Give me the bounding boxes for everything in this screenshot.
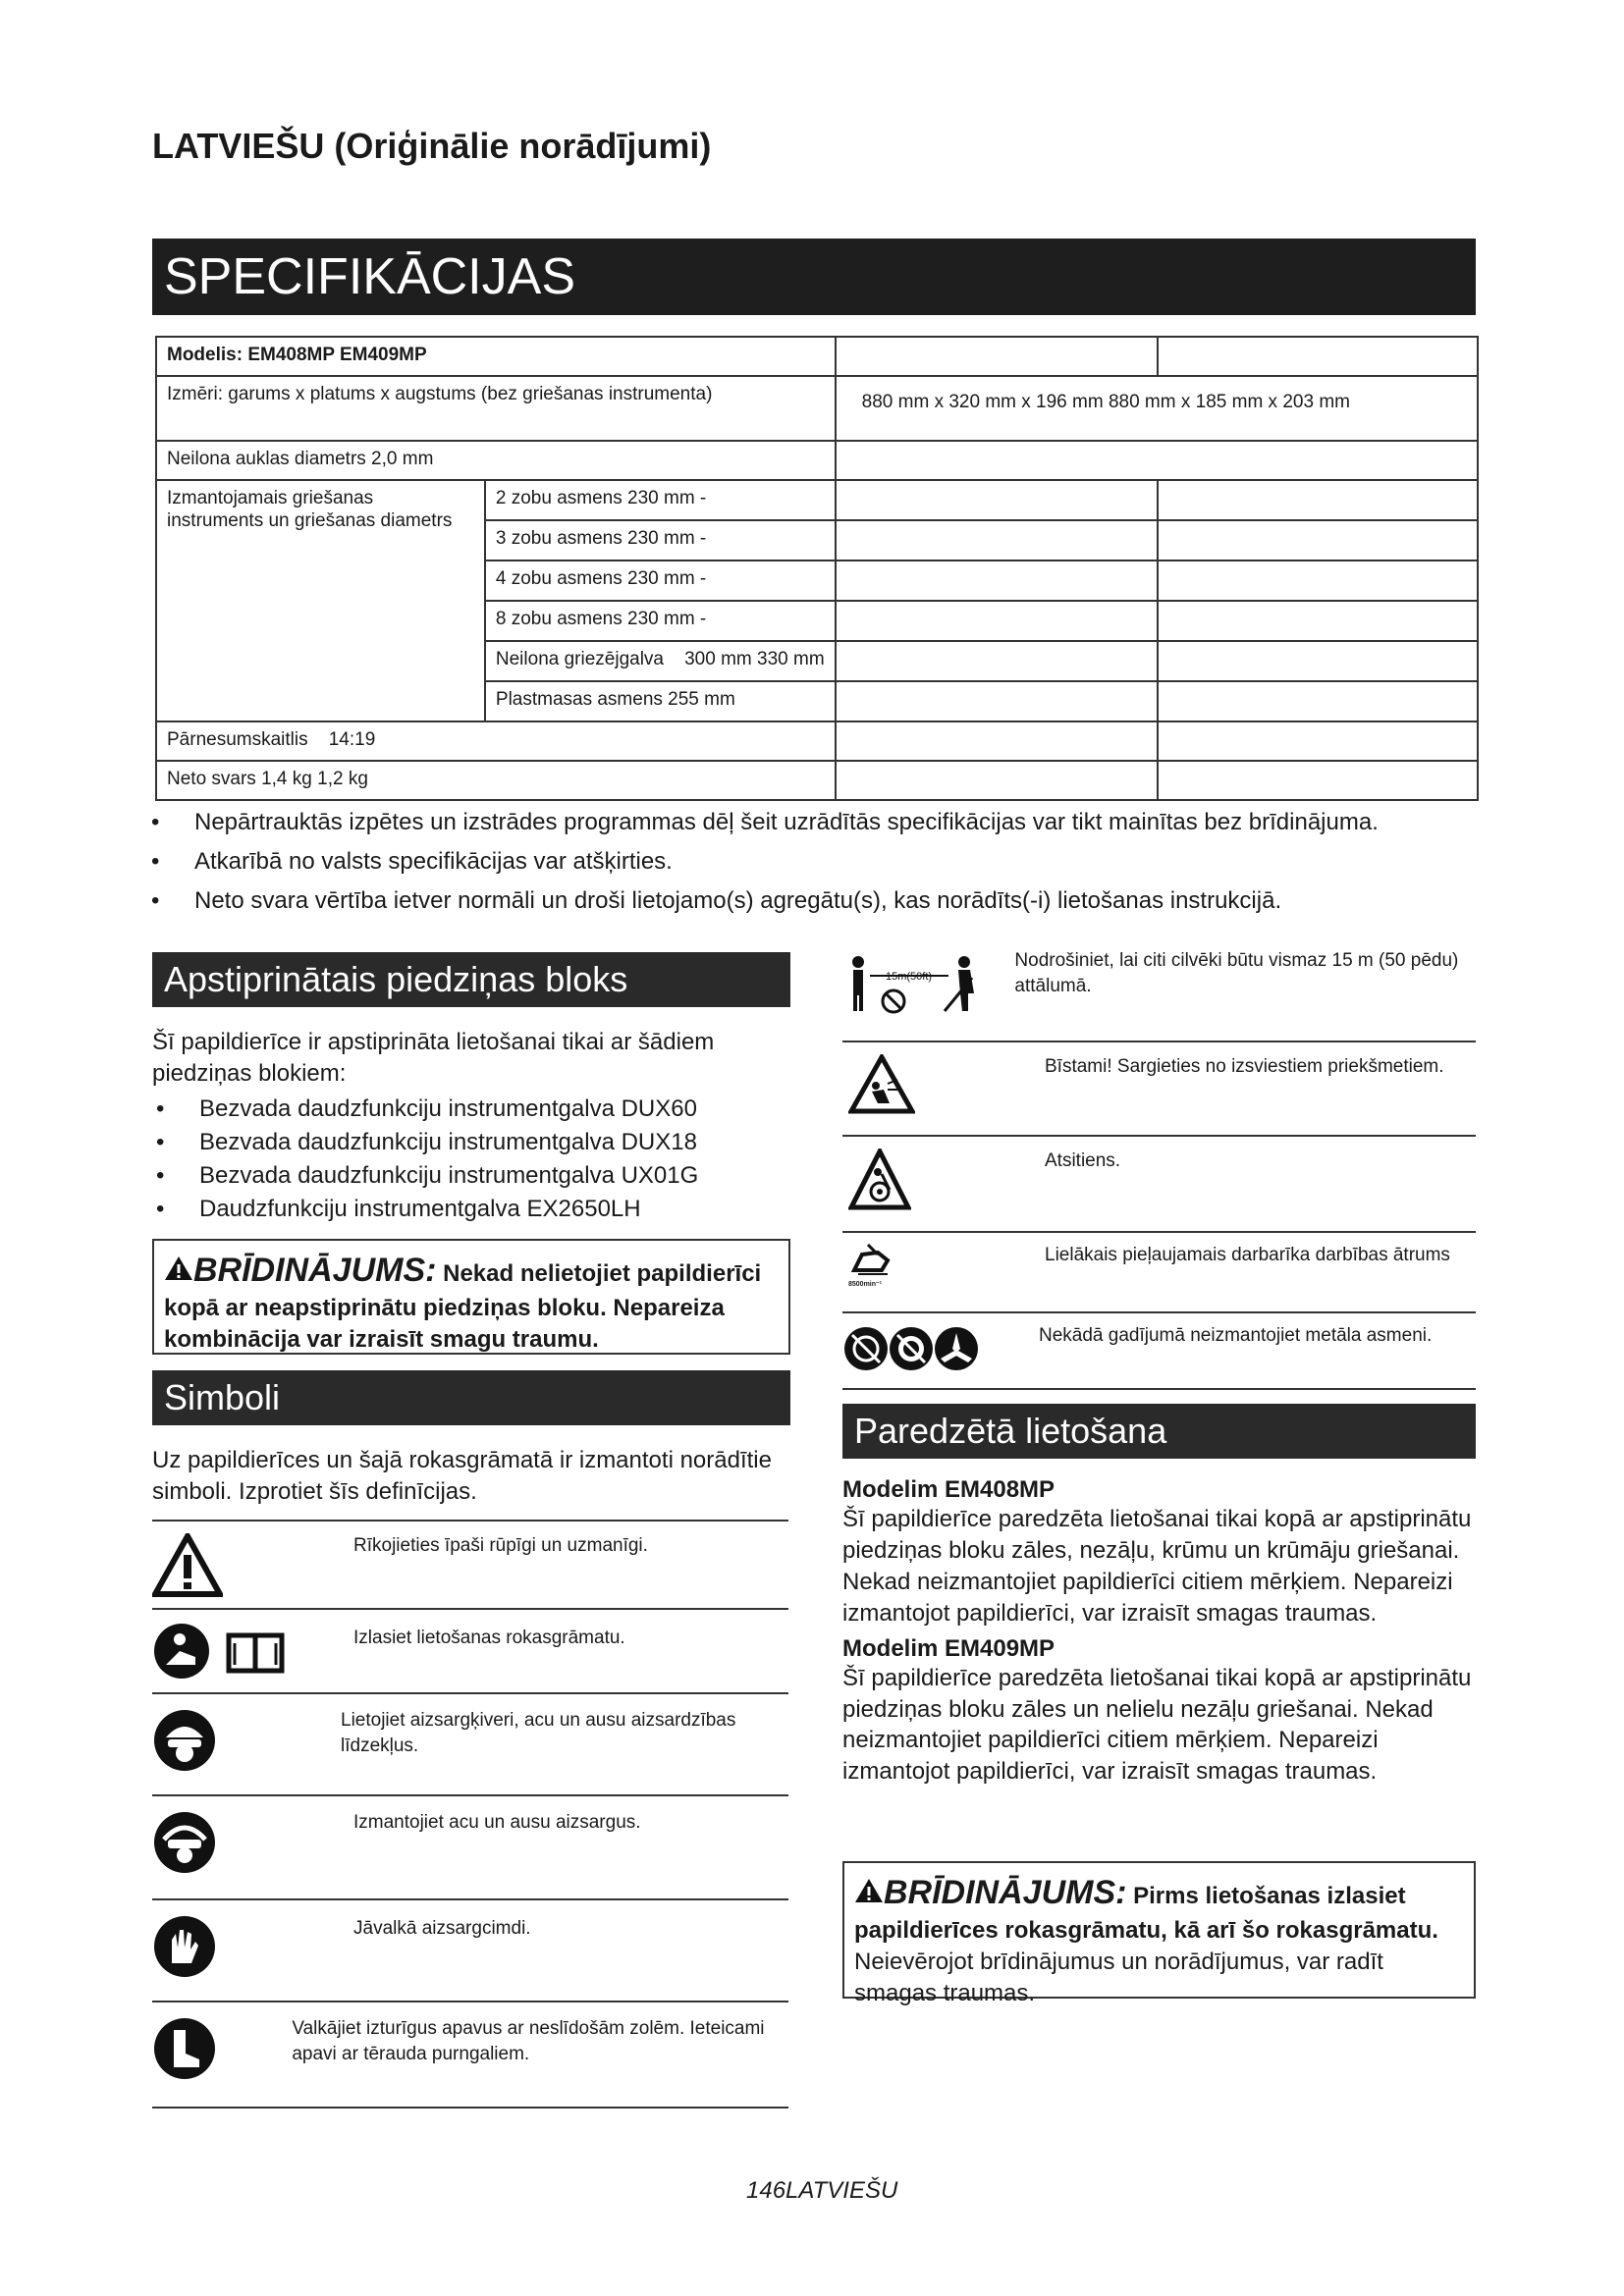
- spec-model-cell: Modelis: EM408MP EM409MP: [156, 337, 836, 376]
- spec-empty-cell: [1158, 337, 1478, 376]
- spec-empty-cell: [836, 761, 1158, 800]
- symbols-banner: Simboli: [152, 1370, 790, 1425]
- keep-distance-icon: [842, 948, 1014, 1019]
- warning-word: BRĪDINĀJUMS:: [193, 1252, 437, 1289]
- warning-text: Nekad nelietojiet papildierīci kopā ar neapstiprinātu piedziņas bloku. Nepareiza kombinācija var izraisīt smagu traumu.: [164, 1260, 762, 1354]
- spec-empty-cell: [836, 561, 1158, 601]
- max-speed-icon: [842, 1233, 1045, 1288]
- approved-banner: Apstiprinātais piedziņas bloks: [152, 952, 790, 1007]
- spec-tool-cell: 8 zobu asmens 230 mm -: [485, 601, 836, 641]
- approved-list: [152, 1094, 790, 1227]
- warning-triangle-icon: [152, 1522, 353, 1598]
- spec-empty-cell: [1158, 520, 1478, 561]
- symbol-text: Valkājiet izturīgus apavus ar neslīdošām zolēm. Ieteicami apavi ar tērauda purngaliem.: [292, 2018, 765, 2064]
- symbol-text: Atsitiens.: [1045, 1150, 1121, 1171]
- symbol-row: [152, 2001, 788, 2109]
- warning-word: BRĪDINĀJUMS:: [884, 1874, 1127, 1911]
- spec-empty-cell: [1158, 561, 1478, 601]
- kickback-icon: [842, 1137, 1045, 1211]
- spec-dims-values: 880 mm x 320 mm x 196 mm 880 mm x 185 mm x 203 mm: [836, 376, 1478, 441]
- symbol-text: Lielākais pieļaujamais darbarīka darbības ātrums: [1045, 1245, 1450, 1265]
- spec-empty-cell: [1158, 641, 1478, 681]
- spec-empty-cell: [1158, 721, 1478, 761]
- no-metal-blade-icon: [842, 1313, 1039, 1374]
- spec-empty-cell: [836, 681, 1158, 721]
- symbols-intro: Uz papildierīces un šajā rokasgrāmatā ir izmantoti norādītie simboli. Izprotiet šīs definīcijas.: [152, 1447, 772, 1505]
- warning-sign-icon: [854, 1883, 884, 1909]
- spec-empty-cell: [1158, 681, 1478, 721]
- spec-nylon-cell: Neilona auklas diametrs 2,0 mm: [156, 441, 836, 480]
- intended-banner: Paredzētā lietošana: [842, 1404, 1476, 1459]
- approved-warning-box: [152, 1239, 790, 1355]
- intended-warning-box: [842, 1861, 1476, 2007]
- eye-ear-protection-icon: [152, 1796, 353, 1875]
- read-manual-icon: [152, 1610, 353, 1681]
- spec-note: • Neto svara vērtība ietver normāli un droši lietojamo(s) agregātu(s), kas norādīts(-i) lietošanas instrukcijā.: [147, 885, 1483, 917]
- approved-item: • Daudzfunkciju instrumentgalva EX2650LH: [152, 1194, 790, 1225]
- spec-empty-cell: [836, 641, 1158, 681]
- symbol-row: [842, 1231, 1476, 1311]
- speed-caption: 8500min⁻¹: [848, 1281, 883, 1288]
- spec-note: • Atkarībā no valsts specifikācijas var atšķirties.: [147, 846, 1483, 878]
- spec-empty-cell: [836, 721, 1158, 761]
- gloves-icon: [152, 1900, 353, 1979]
- spec-table: [155, 336, 1479, 801]
- symbol-row: [152, 1898, 788, 2001]
- symbol-row: [842, 1311, 1476, 1390]
- symbol-text: Jāvalkā aizsargcimdi.: [353, 1918, 531, 1939]
- symbol-text: Izmantojiet acu un ausu aizsargus.: [353, 1812, 641, 1833]
- spec-empty-cell: [1158, 761, 1478, 800]
- symbol-text: Nekādā gadījumā neizmantojiet metāla asmeni.: [1039, 1325, 1433, 1346]
- symbols-right-table: [842, 948, 1476, 1390]
- spec-banner: SPECIFIKĀCIJAS: [152, 239, 1476, 315]
- symbol-text: Bīstami! Sargieties no izsviestiem priekšmetiem.: [1045, 1056, 1444, 1077]
- symbol-row: [842, 1041, 1476, 1135]
- intended-use-section: [842, 1476, 1476, 1788]
- warning-text: Neievērojot brīdinājumus un norādījumus, var radīt smagas traumas.: [854, 1949, 1383, 2007]
- spec-empty-cell: [836, 337, 1158, 376]
- symbol-row: [842, 948, 1476, 1041]
- spec-weight-cell: Neto svars 1,4 kg 1,2 kg: [156, 761, 836, 800]
- warning-bold-text: Pirms lietošanas izlasiet papildierīces rokasgrāmatu, kā arī šo rokasgrāmatu.: [854, 1883, 1438, 1945]
- distance-caption: 15m(50ft): [886, 971, 933, 983]
- spec-empty-cell: [1158, 480, 1478, 520]
- symbol-text: Lietojiet aizsargķiveri, acu un ausu aizsardzības līdzekļus.: [341, 1710, 736, 1756]
- symbol-row: [152, 1692, 788, 1794]
- spec-tool-cell: 3 zobu asmens 230 mm -: [485, 520, 836, 561]
- helmet-goggles-icon: [152, 1694, 341, 1773]
- spec-tools-label: Izmantojamais griešanas instruments un griešanas diametrs: [156, 480, 485, 721]
- symbol-row: [842, 1135, 1476, 1231]
- warning-sign-icon: [164, 1260, 193, 1287]
- model-heading: Modelim EM409MP: [842, 1634, 1056, 1662]
- spec-dims-label: Izmēri: garums x platums x augstums (bez griešanas instrumenta): [156, 376, 836, 441]
- spec-note: • Nepārtrauktās izpētes un izstrādes programmas dēļ šeit uzrādītās specifikācijas var tikt mainītas bez brīdinājuma.: [147, 807, 1483, 838]
- page-language-title: LATVIEŠU (Oriģinālie norādījumi): [152, 126, 712, 166]
- symbol-row: [152, 1794, 788, 1898]
- model-text: Šī papildierīce paredzēta lietošanai tikai kopā ar apstiprinātu piedziņas bloku zāles un nelielu nezāļu griešanai. Nekad neizmantojiet papildierīci citiem mērķiem. Nepareizi izmantojot papildierīci, var izraisīt smagas traumas.: [842, 1664, 1472, 1786]
- symbol-text: Rīkojieties īpaši rūpīgi un uzmanīgi.: [353, 1535, 648, 1556]
- symbol-text: Izlasiet lietošanas rokasgrāmatu.: [353, 1628, 625, 1648]
- spec-tool-cell: 2 zobu asmens 230 mm -: [485, 480, 836, 520]
- symbols-left-table: [152, 1520, 788, 2109]
- spec-empty-cell: [836, 480, 1158, 520]
- boots-icon: [152, 2002, 292, 2081]
- spec-empty-cell: [1158, 601, 1478, 641]
- flying-objects-icon: [842, 1042, 1045, 1115]
- approved-item: • Bezvada daudzfunkciju instrumentgalva DUX18: [152, 1127, 790, 1158]
- spec-empty-cell: [836, 520, 1158, 561]
- symbol-text: Nodrošiniet, lai citi cilvēki būtu vismaz 15 m (50 pēdu) attālumā.: [1014, 950, 1459, 996]
- page-number: 146LATVIEŠU: [746, 2177, 898, 2204]
- spec-empty-cell: [836, 441, 1478, 480]
- spec-notes: [147, 807, 1483, 925]
- approved-item: • Bezvada daudzfunkciju instrumentgalva UX01G: [152, 1160, 790, 1192]
- symbol-row: [152, 1520, 788, 1608]
- approved-intro: Šī papildierīce ir apstiprināta lietošanai tikai ar šādiem piedziņas blokiem:: [152, 1029, 715, 1087]
- model-heading: Modelim EM408MP: [842, 1476, 1056, 1503]
- spec-tool-cell: Plastmasas asmens 255 mm: [485, 681, 836, 721]
- approved-item: • Bezvada daudzfunkciju instrumentgalva DUX60: [152, 1094, 790, 1125]
- spec-tool-cell: Neilona griezējgalva 300 mm 330 mm: [485, 641, 836, 681]
- spec-empty-cell: [836, 601, 1158, 641]
- model-text: Šī papildierīce paredzēta lietošanai tikai kopā ar apstiprinātu piedziņas bloku zāles, nezāļu, krūmu un krūmāju griešanai. Nekad neizmantojiet papildierīci citiem mērķiem. Nepareizi izmantojot papildierīci, var izraisīt smagas traumas.: [842, 1506, 1472, 1627]
- spec-gear-cell: Pārnesumskaitlis 14:19: [156, 721, 836, 761]
- spec-tool-cell: 4 zobu asmens 230 mm -: [485, 561, 836, 601]
- symbol-row: [152, 1608, 788, 1692]
